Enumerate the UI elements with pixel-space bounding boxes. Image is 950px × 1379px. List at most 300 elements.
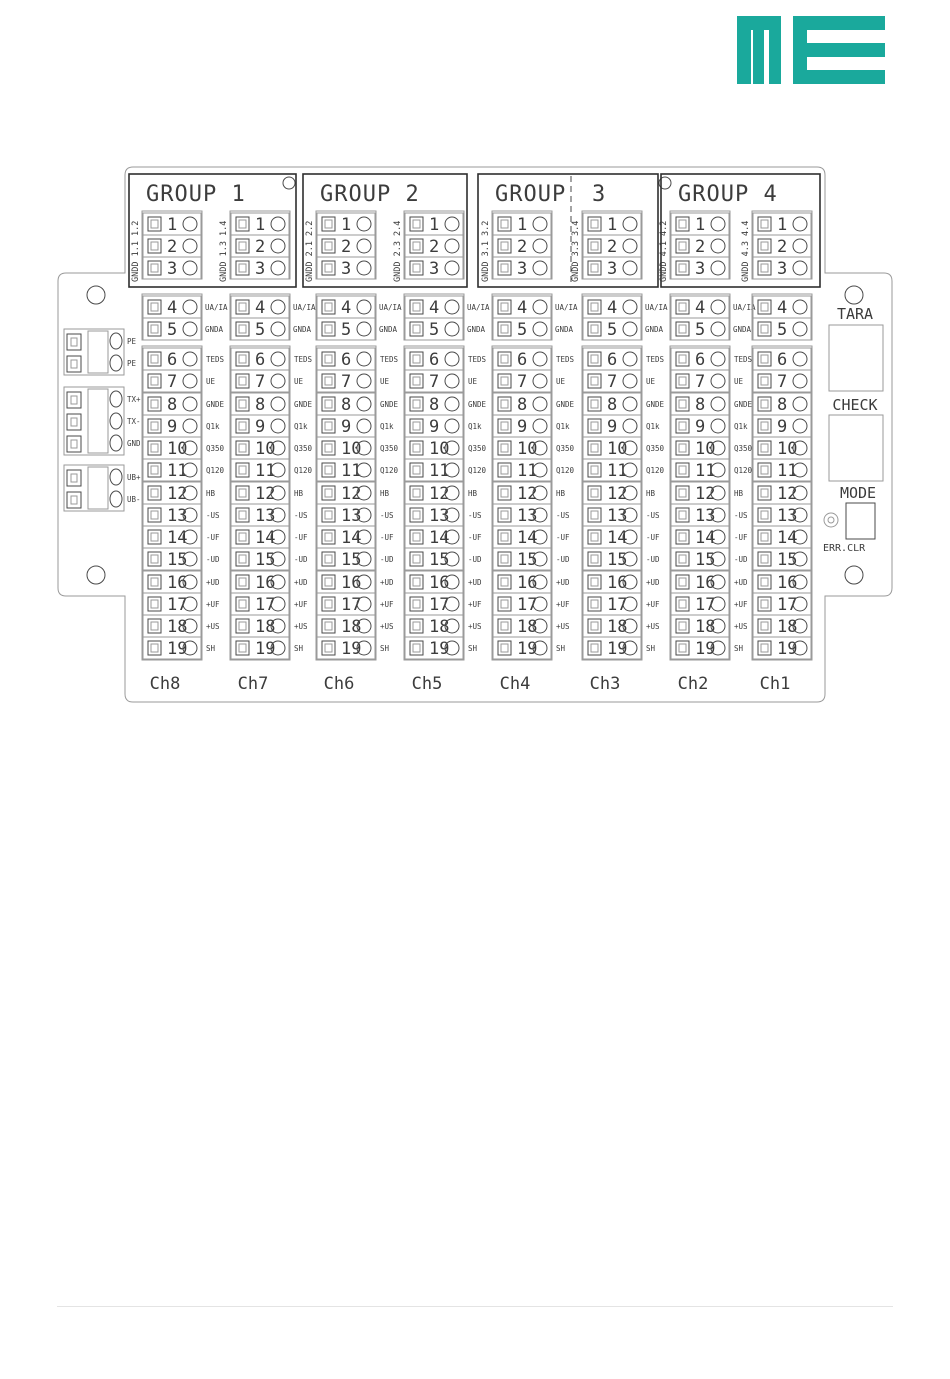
- pin-signal-label: +UF: [556, 600, 570, 609]
- pin-number: 7: [255, 372, 266, 392]
- pin-signal-label: -UD: [556, 555, 570, 564]
- terminal-release-slot: [410, 619, 423, 633]
- terminal-release-inner: [761, 466, 768, 474]
- terminal-release-inner: [239, 242, 246, 250]
- pin-number: 10: [255, 439, 276, 459]
- terminal-release-inner: [679, 355, 686, 363]
- terminal-release-inner: [325, 466, 332, 474]
- pin-number: 13: [341, 506, 362, 526]
- terminal-wire-hole: [183, 300, 197, 314]
- pin-signal-label: UE: [294, 377, 304, 386]
- terminal-release-inner: [325, 444, 332, 452]
- mounting-hole: [87, 286, 105, 304]
- terminal-release-inner: [679, 600, 686, 608]
- connector-slot: [67, 470, 81, 486]
- terminal-release-slot: [588, 552, 601, 566]
- pin-number: 17: [695, 595, 716, 615]
- pin-number: 7: [695, 372, 706, 392]
- pin-number: 14: [607, 528, 628, 548]
- terminal-release-slot: [236, 322, 249, 336]
- terminal-wire-hole: [793, 261, 807, 275]
- pin-signal-label: UA/IA: [733, 303, 756, 312]
- terminal-release-inner: [761, 303, 768, 311]
- pin-number: 17: [777, 595, 798, 615]
- connector-slot: [67, 414, 81, 430]
- connector-slot-inner: [71, 474, 77, 482]
- terminal-release-inner: [151, 325, 158, 333]
- pin-number: 3: [695, 259, 706, 279]
- terminal-release-slot: [410, 552, 423, 566]
- terminal-wire-hole: [445, 374, 459, 388]
- terminal-release-inner: [413, 303, 420, 311]
- terminal-wire-hole: [183, 322, 197, 336]
- terminal-wire-hole: [623, 300, 637, 314]
- terminal-release-slot: [148, 239, 161, 253]
- pin-signal-label: +UD: [294, 578, 308, 587]
- group-title: GROUP 2: [320, 182, 420, 207]
- pin-signal-label: -UF: [468, 533, 482, 542]
- connector-slot: [67, 334, 81, 350]
- terminal-release-inner: [501, 303, 508, 311]
- pin-signal-label: UA/IA: [205, 303, 228, 312]
- terminal-release-slot: [236, 419, 249, 433]
- pin-signal-label: +UF: [206, 600, 220, 609]
- pin-number: 12: [517, 484, 538, 504]
- pin-signal-label: UE: [380, 377, 390, 386]
- pin-number: 15: [255, 550, 276, 570]
- pin-number: 6: [517, 350, 528, 370]
- terminal-release-slot: [758, 239, 771, 253]
- pin-number: 19: [167, 639, 188, 659]
- terminal-release-inner: [413, 622, 420, 630]
- terminal-release-slot: [758, 441, 771, 455]
- terminal-wire-hole: [445, 217, 459, 231]
- pin-signal-label: Q120: [556, 466, 575, 475]
- terminal-wire-hole: [271, 261, 285, 275]
- pin-signal-label: +UD: [646, 578, 660, 587]
- terminal-release-inner: [501, 533, 508, 541]
- pin-number: 9: [167, 417, 178, 437]
- terminal-release-slot: [588, 397, 601, 411]
- terminal-release-slot: [148, 322, 161, 336]
- terminal-release-inner: [325, 533, 332, 541]
- terminal-release-slot: [498, 597, 511, 611]
- pin-number: 14: [517, 528, 538, 548]
- pin-number: 13: [777, 506, 798, 526]
- pin-number: 11: [777, 461, 798, 481]
- terminal-release-inner: [325, 578, 332, 586]
- pin-signal-label: GNDE: [380, 400, 399, 409]
- terminal-release-inner: [591, 303, 598, 311]
- pin-signal-label: Q1k: [734, 422, 748, 431]
- terminal-wire-hole: [623, 374, 637, 388]
- pin-number: 4: [777, 298, 788, 318]
- pin-number: 17: [429, 595, 450, 615]
- terminal-release-slot: [588, 374, 601, 388]
- terminal-release-slot: [588, 508, 601, 522]
- terminal-wire-hole: [533, 419, 547, 433]
- terminal-release-inner: [501, 644, 508, 652]
- pin-signal-label: GNDA: [645, 325, 664, 334]
- pin-number: 11: [607, 461, 628, 481]
- terminal-release-slot: [322, 322, 335, 336]
- terminal-wire-hole: [533, 322, 547, 336]
- terminal-wire-hole: [183, 419, 197, 433]
- terminal-wire-hole: [271, 217, 285, 231]
- mode-switch[interactable]: [846, 503, 875, 539]
- pin-number: 15: [777, 550, 798, 570]
- pin-number: 14: [255, 528, 276, 548]
- terminal-release-inner: [325, 600, 332, 608]
- terminal-wire-hole: [623, 322, 637, 336]
- pin-signal-label: GNDA: [293, 325, 312, 334]
- pin-signal-label: Q1k: [294, 422, 308, 431]
- pin-number: 13: [517, 506, 538, 526]
- pin-number: 17: [255, 595, 276, 615]
- pin-number: 3: [255, 259, 266, 279]
- terminal-release-slot: [410, 374, 423, 388]
- terminal-release-slot: [322, 463, 335, 477]
- pin-number: 4: [517, 298, 528, 318]
- terminal-release-inner: [151, 444, 158, 452]
- channel-label: Ch5: [411, 674, 443, 694]
- connector-label: UB-: [127, 495, 141, 504]
- terminal-release-slot: [322, 419, 335, 433]
- pin-signal-label: +UF: [734, 600, 748, 609]
- terminal-wire-hole: [445, 419, 459, 433]
- pin-number: 10: [167, 439, 188, 459]
- terminal-release-inner: [591, 444, 598, 452]
- pin-number: 16: [607, 573, 628, 593]
- terminal-release-slot: [236, 486, 249, 500]
- terminal-release-inner: [151, 555, 158, 563]
- terminal-release-slot: [498, 530, 511, 544]
- terminal-release-slot: [236, 374, 249, 388]
- terminal-wire-hole: [183, 352, 197, 366]
- terminal-wire-hole: [445, 239, 459, 253]
- pin-number: 17: [341, 595, 362, 615]
- pin-number: 2: [167, 237, 178, 257]
- terminal-release-inner: [761, 400, 768, 408]
- channel-label: Ch3: [589, 674, 621, 694]
- terminal-release-slot: [322, 641, 335, 655]
- terminal-release-inner: [679, 511, 686, 519]
- pin-number: 10: [429, 439, 450, 459]
- terminal-release-slot: [676, 486, 689, 500]
- pin-number: 18: [255, 617, 276, 637]
- pin-number: 9: [517, 417, 528, 437]
- terminal-wire-hole: [711, 261, 725, 275]
- terminal-release-slot: [498, 397, 511, 411]
- connector-slot-inner: [71, 418, 77, 426]
- pin-number: 9: [255, 417, 266, 437]
- terminal-release-inner: [679, 400, 686, 408]
- gndd-label: GNDD 3.1 3.2: [481, 220, 491, 282]
- pin-number: 12: [695, 484, 716, 504]
- terminal-release-slot: [148, 261, 161, 275]
- pin-signal-label: Q1k: [380, 422, 394, 431]
- terminal-release-inner: [413, 600, 420, 608]
- terminal-wire-hole: [711, 322, 725, 336]
- terminal-wire-hole: [183, 261, 197, 275]
- pin-number: 16: [695, 573, 716, 593]
- terminal-wire-hole: [357, 352, 371, 366]
- terminal-release-slot: [410, 463, 423, 477]
- pin-signal-label: +UF: [294, 600, 308, 609]
- terminal-wire-hole: [711, 352, 725, 366]
- terminal-release-slot: [410, 486, 423, 500]
- terminal-release-inner: [151, 264, 158, 272]
- terminal-release-slot: [498, 322, 511, 336]
- terminal-release-slot: [758, 508, 771, 522]
- terminal-release-slot: [676, 619, 689, 633]
- pin-number: 1: [255, 215, 266, 235]
- pin-number: 11: [255, 461, 276, 481]
- pin-signal-label: GNDE: [646, 400, 665, 409]
- terminal-release-slot: [410, 575, 423, 589]
- terminal-wire-hole: [271, 352, 285, 366]
- terminal-release-inner: [761, 325, 768, 333]
- terminal-wire-hole: [711, 374, 725, 388]
- pin-number: 4: [255, 298, 266, 318]
- terminal-release-slot: [588, 530, 601, 544]
- terminal-release-inner: [679, 325, 686, 333]
- connector-wire-hole: [110, 435, 122, 451]
- connector-label: PE: [127, 337, 137, 346]
- pin-number: 19: [607, 639, 628, 659]
- terminal-release-inner: [239, 400, 246, 408]
- terminal-release-inner: [151, 220, 158, 228]
- pin-number: 1: [167, 215, 178, 235]
- terminal-release-inner: [239, 325, 246, 333]
- terminal-release-slot: [758, 261, 771, 275]
- connector-wire-hole: [110, 491, 122, 507]
- pin-signal-label: -UF: [294, 533, 308, 542]
- terminal-release-slot: [588, 300, 601, 314]
- channel-label: Ch8: [149, 674, 181, 694]
- terminal-release-slot: [236, 352, 249, 366]
- terminal-release-inner: [151, 622, 158, 630]
- terminal-release-slot: [410, 508, 423, 522]
- terminal-release-inner: [239, 578, 246, 586]
- pin-signal-label: GNDA: [733, 325, 752, 334]
- terminal-release-slot: [236, 575, 249, 589]
- terminal-release-slot: [410, 397, 423, 411]
- pin-signal-label: Q120: [294, 466, 313, 475]
- terminal-wire-hole: [623, 419, 637, 433]
- pin-signal-label: Q350: [206, 444, 225, 453]
- terminal-release-slot: [410, 419, 423, 433]
- pin-signal-label: GNDA: [379, 325, 398, 334]
- pin-number: 17: [607, 595, 628, 615]
- terminal-release-inner: [325, 303, 332, 311]
- terminal-release-slot: [676, 261, 689, 275]
- terminal-wire-hole: [623, 397, 637, 411]
- check-button[interactable]: [829, 415, 883, 481]
- pin-signal-label: GNDE: [468, 400, 487, 409]
- channel-label: Ch4: [499, 674, 531, 694]
- pin-signal-label: -UD: [380, 555, 394, 564]
- pin-signal-label: HB: [294, 489, 304, 498]
- terminal-release-slot: [588, 217, 601, 231]
- terminal-release-inner: [151, 578, 158, 586]
- terminal-release-slot: [588, 352, 601, 366]
- pin-number: 3: [341, 259, 352, 279]
- pin-number: 16: [255, 573, 276, 593]
- terminal-release-inner: [239, 264, 246, 272]
- pin-signal-label: TEDS: [646, 355, 665, 364]
- terminal-release-slot: [676, 508, 689, 522]
- terminal-release-slot: [758, 300, 771, 314]
- tara-label: TARA: [836, 305, 874, 323]
- pin-signal-label: +US: [206, 622, 220, 631]
- terminal-release-inner: [591, 578, 598, 586]
- terminal-release-slot: [236, 397, 249, 411]
- pin-number: 7: [777, 372, 788, 392]
- terminal-release-slot: [148, 441, 161, 455]
- terminal-release-inner: [239, 555, 246, 563]
- terminal-wire-hole: [793, 352, 807, 366]
- tara-button[interactable]: [829, 325, 883, 391]
- terminal-release-slot: [498, 552, 511, 566]
- pin-number: 19: [341, 639, 362, 659]
- terminal-release-slot: [758, 419, 771, 433]
- terminal-wire-hole: [445, 397, 459, 411]
- terminal-release-slot: [588, 575, 601, 589]
- terminal-release-inner: [591, 400, 598, 408]
- terminal-release-inner: [151, 600, 158, 608]
- pin-number: 6: [429, 350, 440, 370]
- pin-signal-label: UE: [468, 377, 478, 386]
- pin-number: 9: [607, 417, 618, 437]
- connector-slot: [67, 392, 81, 408]
- pin-number: 1: [429, 215, 440, 235]
- terminal-release-inner: [501, 220, 508, 228]
- pin-number: 9: [341, 417, 352, 437]
- terminal-release-slot: [588, 619, 601, 633]
- terminal-release-slot: [148, 552, 161, 566]
- terminal-release-slot: [588, 486, 601, 500]
- check-label: CHECK: [832, 396, 878, 414]
- connector-slot-inner: [71, 396, 77, 404]
- pin-number: 2: [517, 237, 528, 257]
- pin-signal-label: GNDE: [206, 400, 225, 409]
- pin-number: 4: [695, 298, 706, 318]
- pin-number: 4: [341, 298, 352, 318]
- pin-signal-label: GNDA: [555, 325, 574, 334]
- terminal-release-slot: [588, 261, 601, 275]
- terminal-release-slot: [758, 374, 771, 388]
- pin-number: 15: [429, 550, 450, 570]
- terminal-release-inner: [325, 644, 332, 652]
- pin-number: 12: [255, 484, 276, 504]
- pin-number: 7: [167, 372, 178, 392]
- terminal-release-slot: [676, 530, 689, 544]
- pin-signal-label: +US: [646, 622, 660, 631]
- terminal-release-inner: [761, 600, 768, 608]
- terminal-wire-hole: [445, 322, 459, 336]
- pin-signal-label: Q120: [734, 466, 753, 475]
- pin-number: 5: [517, 320, 528, 340]
- terminal-release-slot: [410, 261, 423, 275]
- terminal-release-slot: [498, 619, 511, 633]
- terminal-release-slot: [758, 619, 771, 633]
- terminal-wire-hole: [623, 239, 637, 253]
- terminal-release-slot: [148, 352, 161, 366]
- terminal-release-slot: [410, 352, 423, 366]
- pin-number: 19: [255, 639, 276, 659]
- pin-signal-label: SH: [380, 644, 390, 653]
- pin-number: 11: [167, 461, 188, 481]
- terminal-release-inner: [679, 377, 686, 385]
- pin-number: 6: [695, 350, 706, 370]
- terminal-release-inner: [413, 355, 420, 363]
- terminal-release-inner: [761, 489, 768, 497]
- pin-signal-label: Q120: [646, 466, 665, 475]
- pin-number: 16: [429, 573, 450, 593]
- mounting-hole: [845, 286, 863, 304]
- terminal-release-slot: [676, 419, 689, 433]
- terminal-release-slot: [322, 508, 335, 522]
- connector-slot-inner: [71, 338, 77, 346]
- terminal-release-inner: [501, 622, 508, 630]
- terminal-release-inner: [501, 264, 508, 272]
- terminal-release-inner: [501, 578, 508, 586]
- terminal-release-inner: [413, 555, 420, 563]
- pin-number: 16: [517, 573, 538, 593]
- pin-signal-label: -UD: [734, 555, 748, 564]
- pin-signal-label: SH: [468, 644, 478, 653]
- terminal-release-inner: [761, 444, 768, 452]
- pin-signal-label: +US: [380, 622, 394, 631]
- terminal-release-inner: [591, 264, 598, 272]
- pin-number: 7: [607, 372, 618, 392]
- pin-signal-label: -US: [380, 511, 394, 520]
- terminal-release-inner: [591, 511, 598, 519]
- terminal-release-slot: [498, 575, 511, 589]
- terminal-wire-hole: [793, 239, 807, 253]
- terminal-release-inner: [761, 355, 768, 363]
- pin-signal-label: +UD: [556, 578, 570, 587]
- terminal-release-slot: [410, 217, 423, 231]
- terminal-release-slot: [498, 217, 511, 231]
- gndd-label: GNDD 1.1 1.2: [131, 220, 141, 282]
- pin-signal-label: Q1k: [646, 422, 660, 431]
- terminal-release-slot: [676, 441, 689, 455]
- gndd-label: GNDD 4.3 4.4: [741, 220, 751, 282]
- terminal-release-slot: [498, 419, 511, 433]
- terminal-release-slot: [758, 530, 771, 544]
- pin-signal-label: SH: [646, 644, 656, 653]
- terminal-release-inner: [501, 377, 508, 385]
- terminal-release-inner: [591, 600, 598, 608]
- terminal-release-slot: [410, 530, 423, 544]
- terminal-release-inner: [239, 444, 246, 452]
- terminal-wire-hole: [793, 322, 807, 336]
- terminal-release-inner: [413, 466, 420, 474]
- pin-number: 11: [429, 461, 450, 481]
- terminal-release-inner: [413, 422, 420, 430]
- terminal-release-inner: [679, 264, 686, 272]
- terminal-release-inner: [325, 325, 332, 333]
- terminal-release-slot: [322, 261, 335, 275]
- terminal-release-slot: [676, 374, 689, 388]
- pin-number: 4: [429, 298, 440, 318]
- terminal-release-slot: [148, 374, 161, 388]
- connector-label: UB+: [127, 473, 141, 482]
- terminal-release-inner: [679, 242, 686, 250]
- pin-signal-label: SH: [294, 644, 304, 653]
